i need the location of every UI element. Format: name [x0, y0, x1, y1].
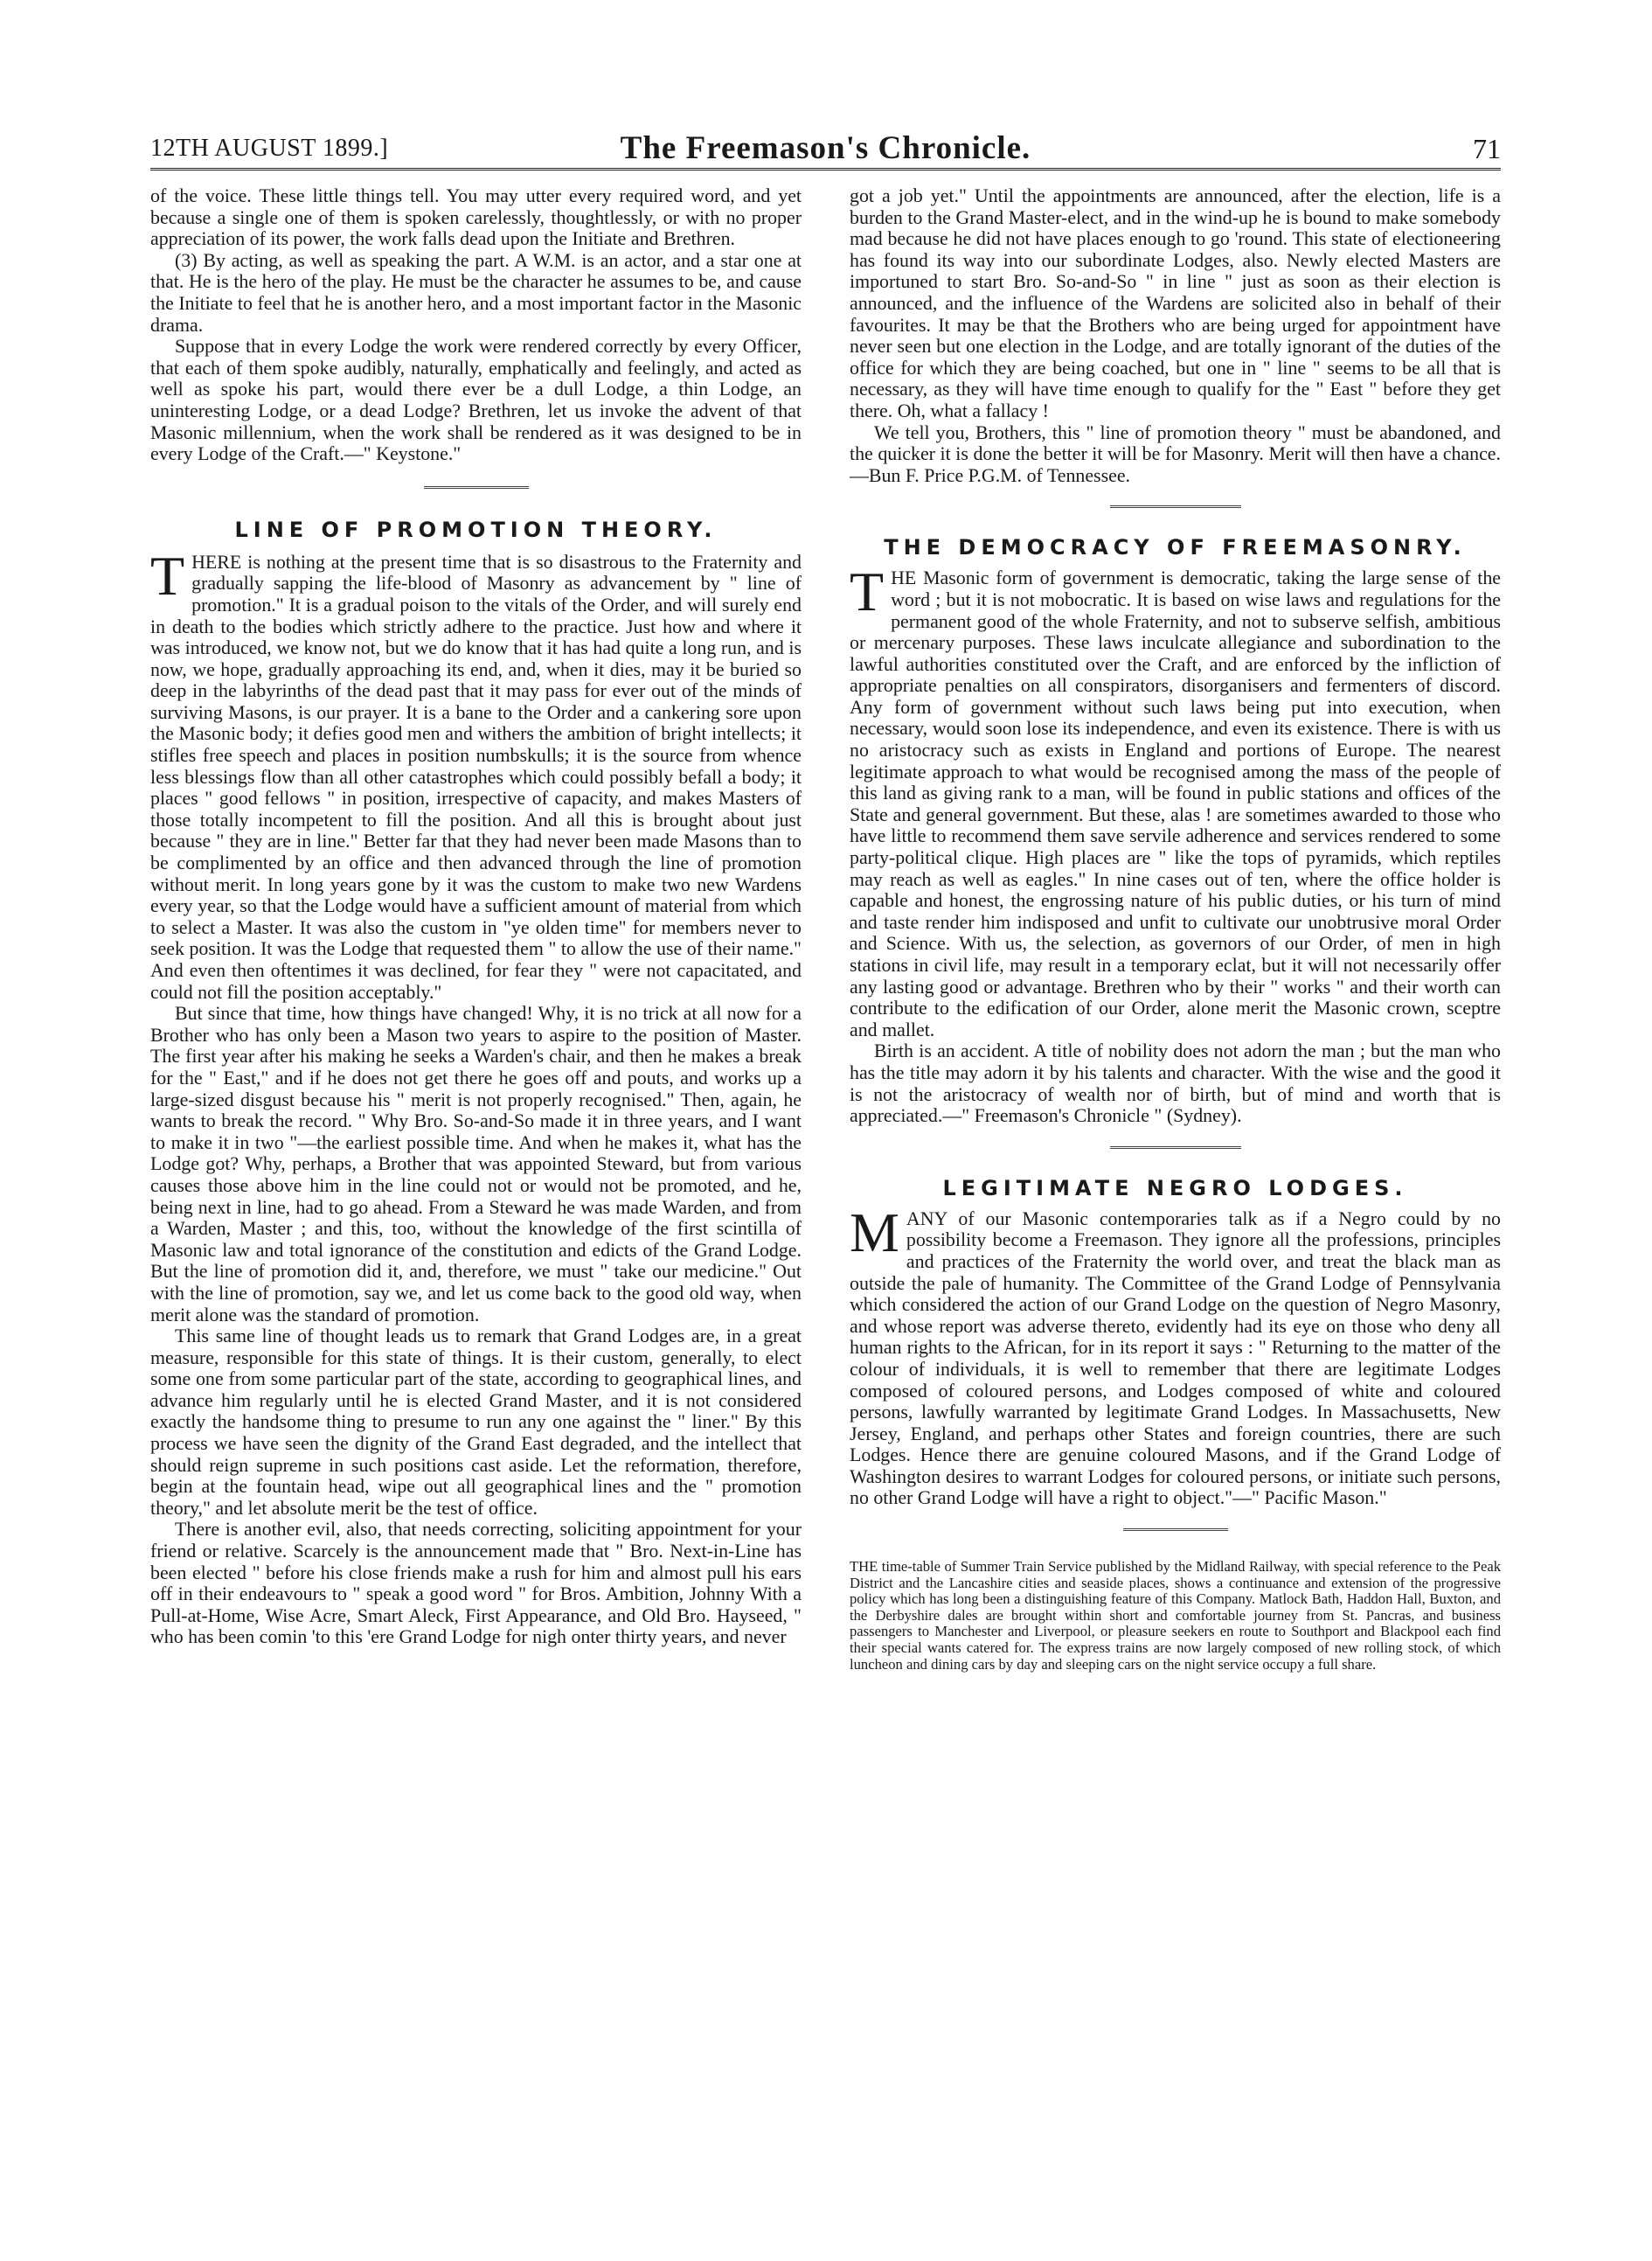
- negro-lodges-heading: LEGITIMATE NEGRO LODGES.: [942, 1175, 1408, 1200]
- drop-cap: T: [150, 544, 185, 607]
- democracy-paragraph-2: Birth is an accident. A title of nobility does not adorn the man ; but the man who has the title may adorn it by his talents and character. With the wise and the good it is not the aristocracy of wealth nor of birth, but of mind and worth that is appreciated.—" Freemason's Chronicle " (Sydney).: [850, 1040, 1501, 1127]
- promotion-continued-1: got a job yet." Until the appointments are announced, after the election, life is a burden to the Grand Master-elect, and in the wind-up he is bound to make somebody mad because he did not have places enough to go 'round. This state of electioneering has found its way into our subordinate Lodges, also. Newly elected Masters are importuned to start Bro. So-and-So " in line " just as soon as their election is announced, and the influence of the Wardens are solicited also in behalf of their favourites. It may be that the Brothers who are being urged for appointment have never seen but one election in the Lodge, and are totally ignorant of the duties of the office for which they are being coached, but one in " line " seems to be all that is necessary, as they will have time enough to qualify for the " East " before they get there. Oh, what a fallacy !: [850, 184, 1501, 421]
- right-column: [850, 185, 1501, 1673]
- section-divider: [1110, 505, 1241, 510]
- democracy-heading: THE DEMOCRACY OF FREEMASONRY.: [884, 535, 1467, 560]
- issue-date: 12TH AUGUST 1899.]: [150, 135, 389, 162]
- drop-cap: M: [850, 1200, 899, 1263]
- promotion-heading: LINE OF PROMOTION THEORY.: [234, 517, 718, 542]
- drop-cap: T: [850, 560, 885, 623]
- intro-paragraph-3: Suppose that in every Lodge the work were rendered correctly by every Officer, that each of them spoke audibly, naturally, emphatically and feelingly, and acted as well as spoke his part, would there ever be a dull Lodge, a thin Lodge, an uninteresting Lodge, or a dead Lodge? Brethren, let us invoke the advent of that Masonic millennium, when the work shall be rendered as it was designed to be in every Lodge of the Craft.—" Keystone.": [150, 335, 802, 465]
- promotion-paragraph-4: There is another evil, also, that needs correcting, soliciting appointment for your friend or relative. Scarcely is the announcement made that " Bro. Next-in-Line has been elected " before his close friends make a rush for him and almost pull his ears off in their endeavours to " speak a good word " for Bros. Ambition, Johnny With a Pull-at-Home, Wise Acre, Smart Aleck, First Appearance, and Old Bro. Hayseed, " who has been comin 'to this 'ere Grand Lodge for nigh onter thirty years, and never: [150, 1518, 802, 1648]
- intro-paragraph-2: (3) By acting, as well as speaking the part. A W.M. is an actor, and a star one at that. He is the hero of the play. He must be the character he assumes to be, and cause the Initiate to feel that he is another hero, and a most important factor in the Masonic drama.: [150, 248, 802, 336]
- section-divider: [1123, 1528, 1228, 1533]
- section-divider: [1110, 1146, 1241, 1151]
- negro-lodges-paragraph-text: ANY of our Masonic contemporaries talk as if a Negro could by no possibility become a Freemason. They ignore all the professions, principles and practices of the Fraternity the world over, and treat the black man as outside the pale of humanity. The Committee of the Grand Lodge of Pennsylvania which considered the action of our Grand Lodge on the question of Negro Masonry, and whose report was adverse thereto, evidently had its eye on those who deny all human rights to the African, for in its report it says : " Returning to the matter of the colour of individuals, it is well to remember that there are legitimate Lodges composed of coloured persons, and Lodges composed of white and coloured persons, lawfully warranted by legitimate Grand Lodges. In Massachusetts, New Jersey, England, and perhaps other States and foreign countries, there are such Lodges. Hence there are genuine coloured Masons, and if the Grand Lodge of Washington desires to warrant Lodges for coloured persons, or initiate such persons, no other Grand Lodge will have a right to object."—" Pacific Mason.": [850, 1207, 1501, 1509]
- negro-lodges-paragraph: [850, 1200, 1501, 1509]
- section-divider: [424, 486, 529, 490]
- promotion-continued-2: We tell you, Brothers, this " line of promotion theory " must be abandoned, and the quicker it is done the better it will be for Masonry. Merit will then have a chance.—Bun F. Price P.G.M. of Tennessee.: [850, 421, 1501, 486]
- democracy-paragraph-1-text: HE Masonic form of government is democratic, taking the large sense of the word ; but it is not mobocratic. It is based on wise laws and regulations for the permanent good of the whole Fraternity, and not to subserve selfish, ambitious or mercenary purposes. These laws inculcate allegiance and subordination to the lawful authorities constituted over the Craft, and are enforced by the infliction of appropriate penalties on all conspirators, disorganisers and fermenters of discord. Any form of government without such laws being put into execution, when necessary, would soon lose its independence, and even its existence. There is with us no aristocracy such as exists in England and portions of Europe. The nearest legitimate approach to what would be recognised among the mass of the people of this land as giving rank to a man, will be found in public stations and offices of the State and general government. But these, alas ! are sometimes awarded to those who have little to recommend them save servile adherence and services rendered to some party-political clique. High places are " like the tops of pyramids, which reptiles may reach as well as eagles." In nine cases out of ten, where the office holder is capable and honest, the engrossing nature of his public duties, or his turn of mind and taste render him indisposed and unfit to cultivate our unobtrusive moral Order and Science. With us, the selection, as governors of our Order, of men in high stations in civil life, may result in a temporary eclat, but it will not necessarily offer any lasting good or advantage. Brethren who by their " works " and their worth can contribute to the edification of our Order, alone merit the Masonic crown, sceptre and mallet.: [850, 567, 1501, 1040]
- timetable-lead: THE: [850, 1558, 878, 1576]
- page-number: 71: [1473, 133, 1501, 164]
- promotion-paragraph-1-text: HERE is nothing at the present time that is so disastrous to the Fraternity and gradually sapping the life-blood of Masonry as advancement by " line of promotion." It is a gradual poison to the vitals of the Order, and will surely end in death to the bodies which strictly adhere to the practice. Just how and where it was introduced, we know not, but we do know that it has had quite a long run, and is now, we hope, gradually approaching its end, and, when it dies, may it be buried so deep in the labyrinths of the dead past that it may pass for ever out of the minds of surviving Masons, is our prayer. It is a bane to the Order and a cankering sore upon the Masonic body; it defies good men and withers the ambition of bright intellects; it stifles free speech and places in position numbskulls; it is the source from whence less blessings flow than all other catastrophes which could possibly befall a body; it places " good fellows " in position, irrespective of capacity, and makes Masters of those totally incompetent to fill the position. And all this is brought about just because " they are in line." Better far that they had never been made Masons than to be complimented by an office and then advanced through the line of promotion without merit. In long years gone by it was the custom to make two new Wardens every year, so that the Lodge would have a sufficient amount of material from which to select a Master. It was also the custom in "ye olden time" for members never to seek position. It was the Lodge that requested them " to allow the use of their name." And even then oftentimes it was declined, for fear they " were not capacitated, and could not fill the position acceptably.": [150, 550, 802, 1003]
- timetable-text: time-table of Summer Train Service published by the Midland Railway, with special reference to the Peak District and the Lancashire cities and seaside places, shows a continuance and extension of the progressive policy which has long been a distinguishing feature of this Company. Matlock Bath, Haddon Hall, Buxton, and the Derbyshire dales are brought within short and comfortable journey from St. Pancras, and business passengers to Manchester and Liverpool, or pleasure seekers en route to Southport and Blackpool each find their special wants catered for. The express trains are now largely composed of new rolling stock, of which luncheon and dining cars by day and sleeping cars on the night service occupy a full share.: [850, 1558, 1501, 1673]
- promotion-paragraph-1: [150, 544, 802, 1003]
- intro-paragraph-1: of the voice. These little things tell. You may utter every required word, and yet because a single one of them is spoken carelessly, thoughtlessly, or with no proper appreciation of its power, the work falls dead upon the Initiate and Brethren.: [150, 184, 802, 250]
- masthead-title: The Freemason's Chronicle.: [620, 130, 1031, 166]
- democracy-paragraph-1: [850, 560, 1501, 1040]
- page-header: [150, 129, 1501, 170]
- promotion-paragraph-3: This same line of thought leads us to remark that Grand Lodges are, in a great measure, responsible for this state of things. It is their custom, generally, to elect some one from some particular part of the state, according to geographical lines, and advance him regularly until he is elected Grand Master, and it is not considered exactly the handsome thing to presume to run any one against the " liner." By this process we have seen the dignity of the Grand East degraded, and the intellect that should reign supreme in such positions cast aside. Let the reformation, therefore, begin at the fountain head, wipe out all geographical lines and the " promotion theory," and let absolute merit be the test of office.: [150, 1325, 802, 1519]
- promotion-paragraph-2: But since that time, how things have changed! Why, it is no trick at all now for a Brother who has only been a Mason two years to aspire to the position of Master. The first year after his making he seeks a Warden's chair, and then he makes a break for the " East," and if he does not get there he goes off and pouts, and works up a large-sized disgust because his " merit is not properly recognised." Then, again, he wants to break the record. " Why Bro. So-and-So made it in three years, and I want to make it in two "—the earliest possible time. And when he makes it, what has the Lodge got? Why, perhaps, a Brother that was appointed Steward, but from various causes those above him in the line could not or would not be promoted, and he, being next in line, had to go ahead. From a Steward he was made Warden, and from a Warden, Master ; and this, too, without the knowledge of the first scintilla of Masonic law and total ignorance of the constitution and edicts of the Grand Lodge. But the line of promotion did it, and, therefore, we must " take our medicine." Out with the line of promotion, say we, and let us come back to the good old way, when merit alone was the standard of promotion.: [150, 1002, 802, 1325]
- timetable-notice: [850, 1559, 1501, 1673]
- left-column: [150, 185, 802, 1648]
